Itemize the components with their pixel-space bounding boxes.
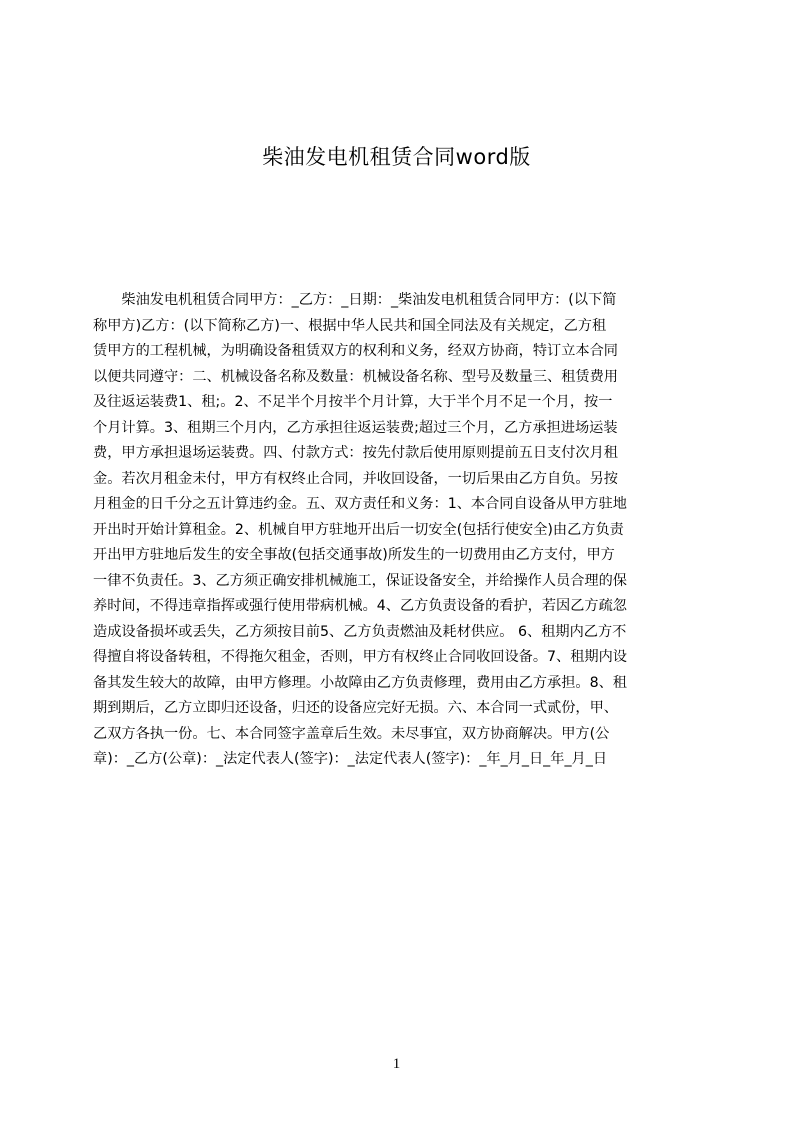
body-text-line: 期到期后，乙方立即归还设备，归还的设备应完好无损。六、本合同一式贰份，甲、 (93, 700, 618, 716)
body-text-line: 开出时开始计算租金。2、机械自甲方驻地开出后一切安全(包括行使安全)由乙方负责 (93, 521, 624, 538)
body-text-line: 以便共同遵守：二、机械设备名称及数量：机械设备名称、型号及数量三、租赁费用 (93, 368, 618, 385)
body-text-line: 乙双方各执一份。七、本合同签字盖章后生效。未尽事宜，双方协商解决。甲方(公 (93, 725, 610, 742)
body-text-line: 一律不负责任。3、乙方须正确安排机械施工，保证设备安全，并给操作人员合理的保 (93, 572, 627, 589)
contract-body (93, 288, 698, 773)
page-number: 1 (392, 1056, 401, 1072)
body-text-line: 造成设备损坏或丢失，乙方须按目前5、乙方负责燃油及耗材供应。 6、租期内乙方不 (93, 623, 627, 640)
body-text-line: 章)：_乙方(公章)：_法定代表人(签字)：_法定代表人(签字)：_年_月_日_年_月_日 (93, 751, 608, 767)
body-text-line: 及往返运装费1、租;。2、不足半个月按半个月计算，大于半个月不足一个月，按一 (93, 394, 613, 410)
document-title: 柴油发电机租赁合同word版 (262, 145, 531, 169)
body-text-line: 费，甲方承担退场运装费。四、付款方式：按先付款后使用原则提前五日支付次月租 (93, 445, 618, 461)
body-text-line: 赁甲方的工程机械，为明确设备租赁双方的权利和义务，经双方协商，特订立本合同 (93, 343, 618, 359)
body-text-line: 个月计算。3、租期三个月内，乙方承担往返运装费;超过三个月，乙方承担进场运装 (93, 419, 618, 436)
body-text-line: 备其发生较大的故障，由甲方修理。小故障由乙方负责修理，费用由乙方承担。8、租 (93, 674, 627, 691)
body-text-line: 养时间，不得违章指挥或强行使用带病机械。4、乙方负责设备的看护，若因乙方疏忽 (93, 598, 627, 614)
body-text-line: 金。若次月租金未付，甲方有权终止合同，并收回设备，一切后果由乙方自负。另按 (93, 470, 618, 487)
body-text-line: 开出甲方驻地后发生的安全事故(包括交通事故)所发生的一切费用由乙方支付，甲方 (93, 547, 615, 563)
body-text-line: 称甲方)乙方：(以下简称乙方)一、根据中华人民共和国全同法及有关规定，乙方租 (93, 317, 607, 334)
body-text-line: 柴油发电机租赁合同甲方：_乙方：_日期：_柴油发电机租赁合同甲方：(以下简 (93, 292, 617, 308)
body-text-line: 得擅自将设备转租，不得拖欠租金，否则，甲方有权终止合同收回设备。7、租期内设 (93, 649, 627, 665)
body-text-line: 月租金的日千分之五计算违约金。五、双方责任和义务：1、本合同自设备从甲方驻地 (93, 496, 627, 512)
